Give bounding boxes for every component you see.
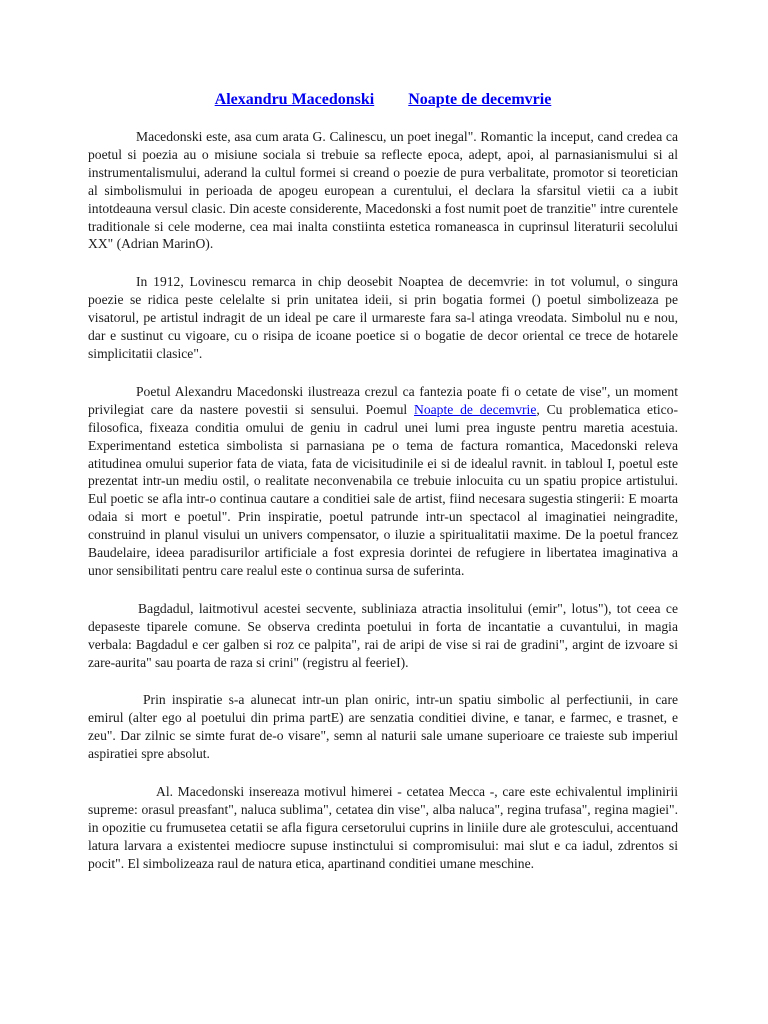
paragraph-3	[88, 383, 678, 580]
paragraph-3-text-start: Poetul Alexandru Macedonski ilustreaza crezul ca fantezia poate fi o cetate de vise", un moment privilegiat care da nastere povestii si sensului. Poemul	[88, 383, 678, 417]
paragraph-4: Bagdadul, laitmotivul acestei secvente, subliniaza atractia insolitului (emir", lotus"), tot ceea ce depaseste tiparele comune. Se observa credinta poetului in forta de incantatie a cuvantului, in magia verbala: Bagdadul e cer galben si roz ce palpita", rai de aripi de vise si rai de gradini", argint de izvoare si zare-aurita" sau poarta de raza si crini" (registru al feerieI).	[88, 600, 678, 670]
paragraph-1: Macedonski este, asa cum arata G. Calinescu, un poet inegal". Romantic la inceput, cand credea ca poetul si poezia au o misiune sociala si trebuie sa reflecte epoca, adept, apoi, al parnasianismului si al instrumentalismului, aderand la cultul formei si creand o poezie de pura verbalitate, promotor si teoretician al simbolismului in perioada de apogeu european a curentului, el declara la sfarsitul vietii ca a iubit intotdeauna versul clasic. Din aceste considerente, Macedonski a fost numit poet de tranzitie" intre curentele traditionale si cele moderne, cea mai inalta constiinta estetica romaneasca in cuprinsul literaturii secolului XX" (Adrian MarinO).	[88, 129, 678, 252]
paragraph-6: Al. Macedonski insereaza motivul himerei - cetatea Mecca -, care este echivalentul implinirii supreme: orasul preasfant", naluca sublima", cetatea din vise", alba naluca", regina trufasa", regina magiei". in opozitie cu frumusetea cetatii se afla figura cersetorului cuprins in liniile dure ale grotescului, accentuand latura larvara a existentei mediocre supuse instinctului si compromisului: mai slut e ca iadul, zdrentos si pocit". El simbolizeaza raul de natura etica, apartinand conditiei umane meschine.	[88, 784, 678, 871]
document-page	[88, 90, 678, 893]
paragraph-2: In 1912, Lovinescu remarca in chip deosebit Noaptea de decemvrie: in tot volumul, o singura poezie se ridica peste celelalte si prin unitatea ideii, si prin bogatia formei () poetul simbolizeaza pe visatorul, pe artistul indragit de un ideal pe care il urmareste fara sa-l atinga vreodata. Simbolul nu e nou, dar e sustinut cu vigoare, cu o risipa de icoane poetice si o bogatie de decor oriental ce trece de hotarele simplicitatii clasice".	[88, 274, 678, 361]
work-title-link[interactable]: Noapte de decemvrie	[408, 91, 552, 108]
paragraph-5: Prin inspiratie s-a alunecat intr-un plan oniric, intr-un spatiu simbolic al perfectiunii, in care emirul (alter ego al poetului din prima partE) are senzatia conditiei divine, e tanar, e farmec, e trasnet, e zeu". Dar zilnic se simte furat de-o visare", semn al naturii sale umane superioare ce traieste sub imperiul aspiratiei spre absolut.	[88, 692, 678, 762]
author-link[interactable]: Alexandru Macedonski	[214, 91, 375, 108]
document-title	[88, 90, 678, 110]
poem-link[interactable]: Noapte de decemvrie	[414, 401, 537, 417]
paragraph-3-text-end: , Cu problematica etico-filosofica, fixeaza conditia omului de geniu in cadrul unei lumi prea inguste pentru maretia acestuia. Experimentand estetica simbolista si parnasiana pe o tema de factura romantica, Macedonski releva atitudinea omului superior fata de viata, fata de vicisitudinile ei si de idealul ravnit. in tabloul I, poetul este prezentat intr-un mediu ostil, o realitate neconvenabila ce trebuie inlocuita cu un spatiu propice artistului. Eul poetic se afla intr-o continua cautare a conditiei sale de artist, fiind necesara sugestia stingerii: E moarta odaia si mort e poetul". Prin inspiratie, poetul patrunde intr-un spectacol al imaginatiei neingradite, construind in planul visului un univers compensator, o iluzie a spiritualitatii maxime. De la poetul francez Baudelaire, ideea paradisurilor artificiale a fost expresia dorintei de refugiere in libertatea imaginativa a unor sensibilitati pentru care realul este o continua sursa de suferinta.	[88, 401, 678, 578]
